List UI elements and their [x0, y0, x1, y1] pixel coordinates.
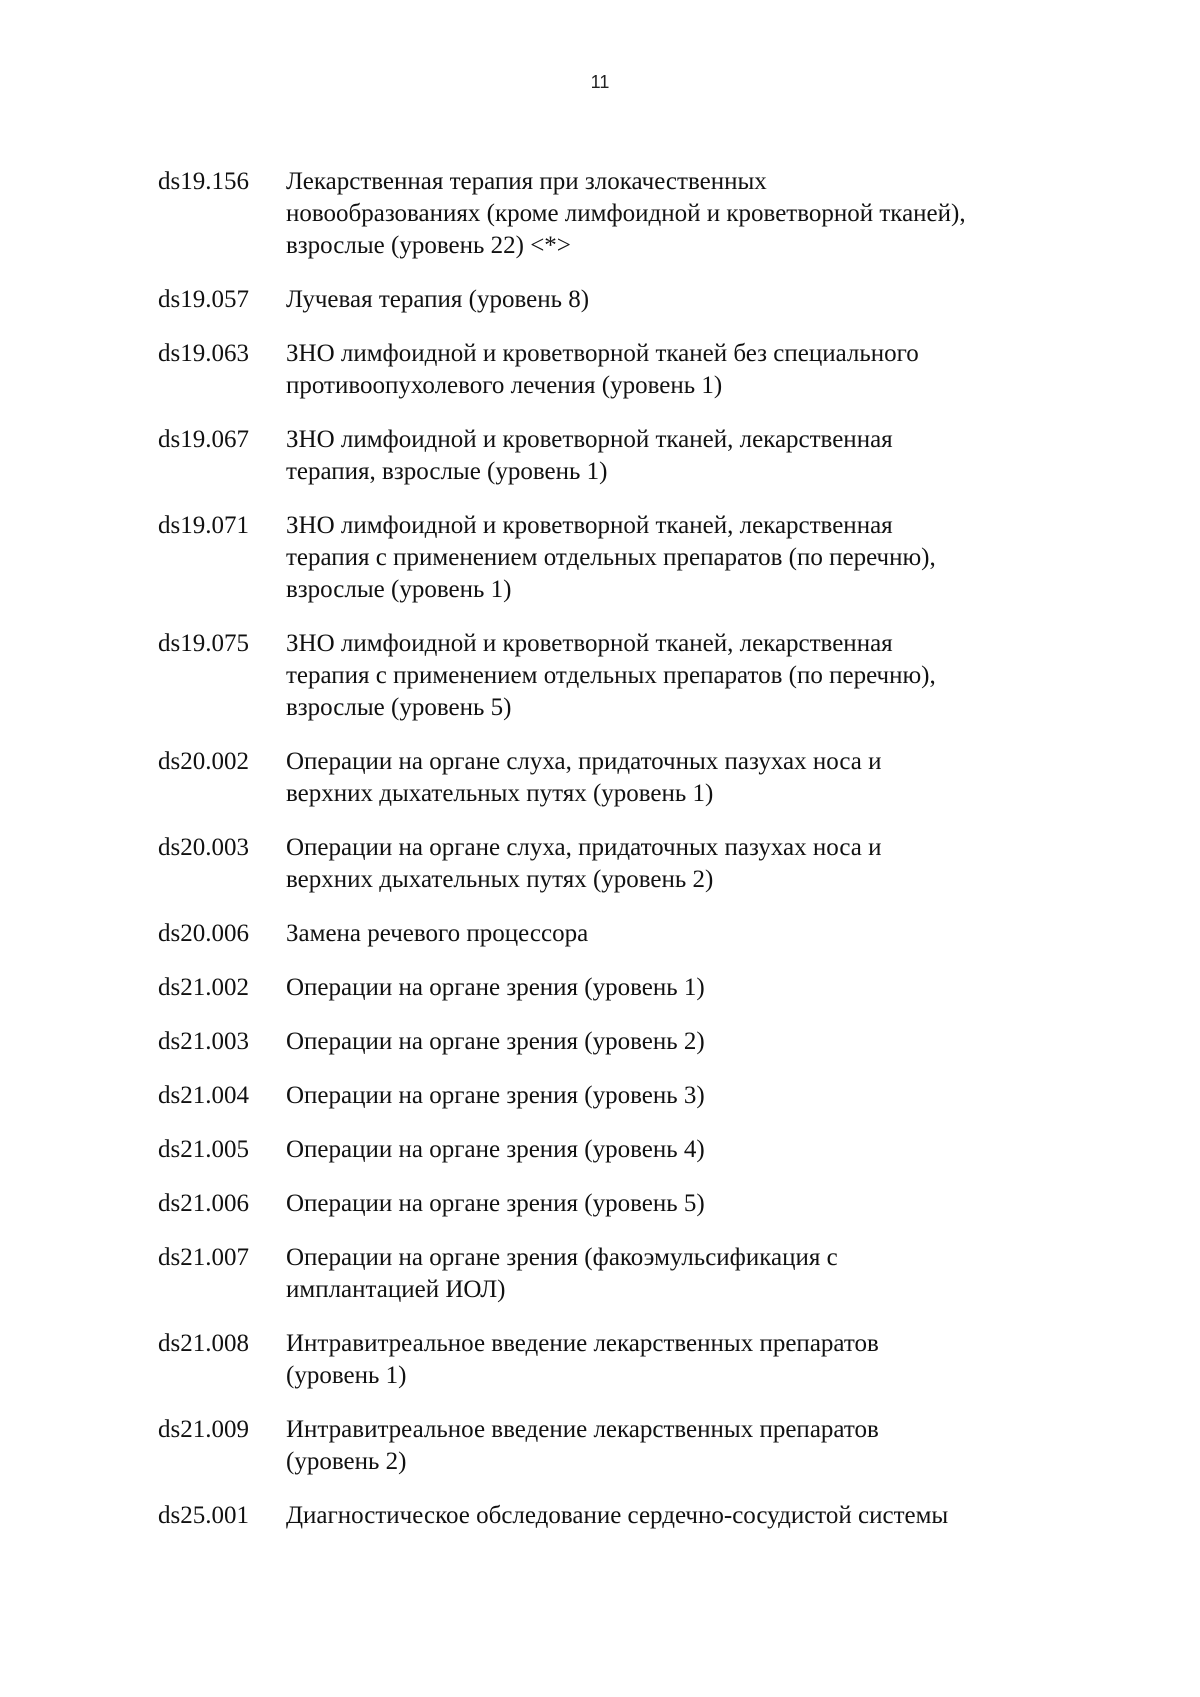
entry-description-line: Операции на органе слуха, придаточных пазухах носа и [286, 748, 882, 775]
entry-description [286, 338, 1088, 402]
entry-description-line: ЗНО лимфоидной и кроветворной тканей, лекарственная [286, 426, 893, 453]
entry-code: ds21.002 [158, 974, 249, 1001]
list-item [158, 746, 1088, 810]
entry-description-line: Операции на органе слуха, придаточных пазухах носа и [286, 834, 882, 861]
entry-code: ds21.007 [158, 1244, 249, 1271]
list-item [158, 1134, 1088, 1166]
entry-description-line: Лекарственная терапия при злокачественных [286, 168, 767, 195]
entry-description-line: взрослые (уровень 5) [286, 694, 512, 721]
entry-description [286, 1414, 1088, 1478]
entry-description-line: противоопухолевого лечения (уровень 1) [286, 372, 723, 399]
entry-description-line: Операции на органе зрения (факоэмульсификация с [286, 1244, 838, 1271]
entry-description-line: терапия, взрослые (уровень 1) [286, 458, 608, 485]
entry-code: ds21.009 [158, 1416, 249, 1443]
list-item [158, 1026, 1088, 1058]
entry-description [286, 1188, 1088, 1220]
entry-code: ds21.003 [158, 1028, 249, 1055]
entry-description [286, 1080, 1088, 1112]
list-item [158, 832, 1088, 896]
entry-description-line: (уровень 1) [286, 1362, 407, 1389]
entry-description-line: взрослые (уровень 22) <*> [286, 232, 571, 259]
entry-description [286, 918, 1088, 950]
entry-code: ds20.003 [158, 834, 249, 861]
entry-description-line: Операции на органе зрения (уровень 5) [286, 1190, 705, 1217]
entry-code: ds21.006 [158, 1190, 249, 1217]
entry-description [286, 1134, 1088, 1166]
entry-description-line: Операции на органе зрения (уровень 2) [286, 1028, 705, 1055]
entry-description [286, 424, 1088, 488]
entry-description-line: Диагностическое обследование сердечно-сосудистой системы [286, 1502, 949, 1529]
entry-code: ds19.075 [158, 630, 249, 657]
entry-description [286, 1242, 1088, 1306]
entry-code: ds19.063 [158, 340, 249, 367]
entry-description-line: Замена речевого процессора [286, 920, 589, 947]
list-item [158, 972, 1088, 1004]
entry-description-line: Интравитреальное введение лекарственных препаратов [286, 1330, 879, 1357]
entry-description-line: Интравитреальное введение лекарственных препаратов [286, 1416, 879, 1443]
entry-description [286, 746, 1088, 810]
entry-description-line: Лучевая терапия (уровень 8) [286, 286, 590, 313]
entry-description-line: (уровень 2) [286, 1448, 407, 1475]
list-item [158, 918, 1088, 950]
list-item [158, 1328, 1088, 1392]
entry-code: ds19.067 [158, 426, 249, 453]
list-item [158, 1080, 1088, 1112]
entry-description-line: Операции на органе зрения (уровень 1) [286, 974, 705, 1001]
entry-description [286, 1500, 1088, 1532]
entry-description-line: терапия с применением отдельных препаратов (по перечню), [286, 544, 936, 571]
page-number: 11 [590, 72, 610, 92]
entry-description-line: Операции на органе зрения (уровень 4) [286, 1136, 705, 1163]
entry-code: ds19.071 [158, 512, 249, 539]
entry-description-line: Операции на органе зрения (уровень 3) [286, 1082, 705, 1109]
entry-description-line: новообразованиях (кроме лимфоидной и кроветворной тканей), [286, 200, 966, 227]
entry-code: ds21.004 [158, 1082, 249, 1109]
entry-description-line: имплантацией ИОЛ) [286, 1276, 506, 1303]
entry-list [158, 166, 1088, 1554]
list-item [158, 510, 1088, 606]
entry-code: ds21.008 [158, 1330, 249, 1357]
list-item [158, 166, 1088, 262]
entry-description [286, 628, 1088, 724]
entry-description-line: верхних дыхательных путях (уровень 2) [286, 866, 714, 893]
list-item [158, 628, 1088, 724]
entry-description [286, 832, 1088, 896]
list-item [158, 1500, 1088, 1532]
entry-description-line: терапия с применением отдельных препаратов (по перечню), [286, 662, 936, 689]
entry-code: ds20.002 [158, 748, 249, 775]
entry-code: ds21.005 [158, 1136, 249, 1163]
entry-description [286, 972, 1088, 1004]
entry-description [286, 1026, 1088, 1058]
entry-description [286, 166, 1088, 262]
list-item [158, 338, 1088, 402]
entry-description [286, 284, 1088, 316]
list-item [158, 284, 1088, 316]
list-item [158, 1242, 1088, 1306]
list-item [158, 1414, 1088, 1478]
entry-description [286, 1328, 1088, 1392]
entry-code: ds19.156 [158, 168, 249, 195]
entry-description-line: ЗНО лимфоидной и кроветворной тканей, лекарственная [286, 630, 893, 657]
entry-description-line: ЗНО лимфоидной и кроветворной тканей без специального [286, 340, 919, 367]
entry-description-line: верхних дыхательных путях (уровень 1) [286, 780, 714, 807]
entry-code: ds19.057 [158, 286, 249, 313]
entry-code: ds25.001 [158, 1502, 249, 1529]
entry-description-line: ЗНО лимфоидной и кроветворной тканей, лекарственная [286, 512, 893, 539]
entry-description [286, 510, 1088, 606]
list-item [158, 1188, 1088, 1220]
list-item [158, 424, 1088, 488]
entry-description-line: взрослые (уровень 1) [286, 576, 512, 603]
entry-code: ds20.006 [158, 920, 249, 947]
